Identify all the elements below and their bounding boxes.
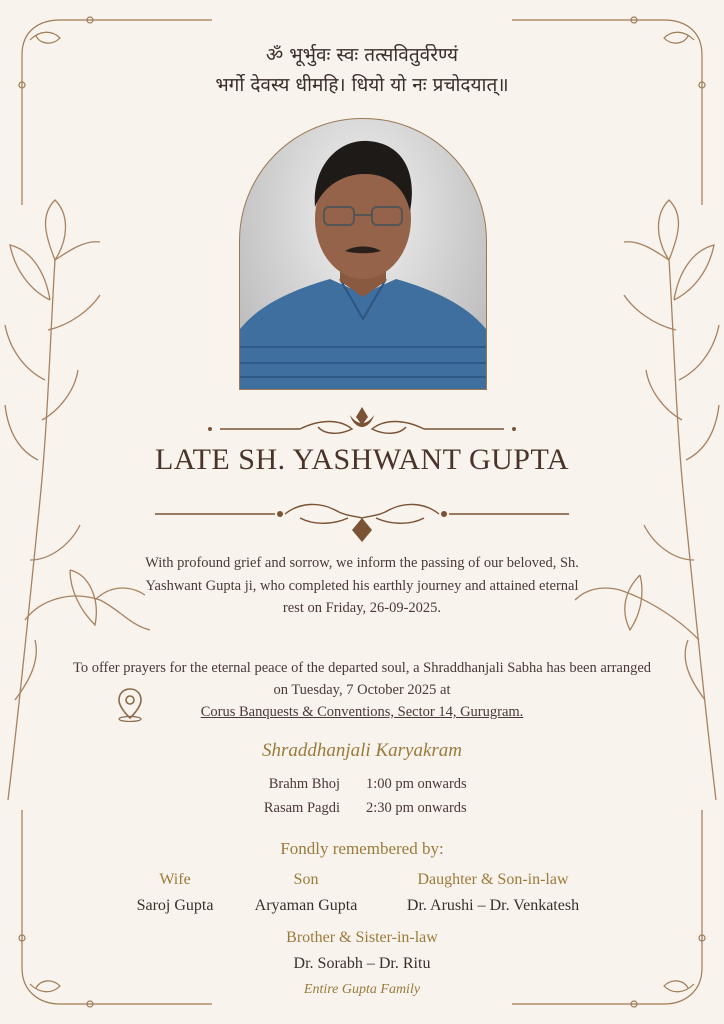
relation-role: Brother & Sister-in-law: [286, 929, 438, 946]
relation-brother: [0, 929, 724, 973]
program-title: Shraddhanjali Karyakram: [261, 740, 463, 761]
bottom-ornament: [0, 496, 724, 544]
schedule-time: 2:30 pm onwards: [366, 800, 467, 816]
relation-daughter: [380, 871, 606, 915]
schedule-times: [366, 776, 566, 824]
relation-name: Aryaman Gupta: [254, 897, 358, 914]
deceased-name-title: LATE SH. YASHWANT GUPTA: [154, 443, 570, 476]
relation-role: Daughter & Son-in-law: [417, 871, 569, 888]
mantra-line-1: ॐ भूर्भुवः स्वः तत्सवितुर्वरेण्यं: [265, 44, 459, 66]
gayatri-mantra: [0, 40, 724, 100]
relation-name: Dr. Arushi – Dr. Venkatesh: [406, 897, 580, 914]
relation-son: [236, 871, 376, 915]
sabha-announcement: [70, 657, 654, 723]
schedule-event: Brahm Bhoj: [268, 776, 340, 792]
mantra-line-2: भर्गो देवस्य धीमहि। धियो यो नः प्रचोदयात्॥: [215, 74, 509, 96]
relation-role: Wife: [159, 871, 191, 888]
relation-wife: [110, 871, 240, 915]
top-ornament: [0, 403, 724, 443]
remembered-heading: Fondly remembered by:: [280, 839, 444, 858]
portrait-photo: [239, 118, 487, 390]
sabha-text: To offer prayers for the eternal peace of the departed soul, a Shraddhanjali Sabha has been arranged on Tuesday, 7 October 2025 at: [72, 660, 652, 698]
relation-name: Dr. Sorabh – Dr. Ritu: [293, 955, 431, 972]
venue-link[interactable]: Corus Banquests & Conventions, Sector 14, Gurugram.: [200, 704, 524, 720]
schedule-event: Rasam Pagdi: [263, 800, 340, 816]
condolence-message: With profound grief and sorrow, we inform the passing of our beloved, Sh. Yashwant Gupta ji, who completed his earthly journey and attained eternal rest on Friday, 26-09-2025.: [145, 555, 579, 616]
schedule-time: 1:00 pm onwards: [366, 776, 467, 792]
schedule-events: [230, 776, 340, 824]
family-signature: Entire Gupta Family: [303, 982, 421, 997]
person-portrait-icon: [240, 119, 486, 389]
relation-name: Saroj Gupta: [136, 897, 214, 914]
relation-role: Son: [293, 871, 319, 888]
